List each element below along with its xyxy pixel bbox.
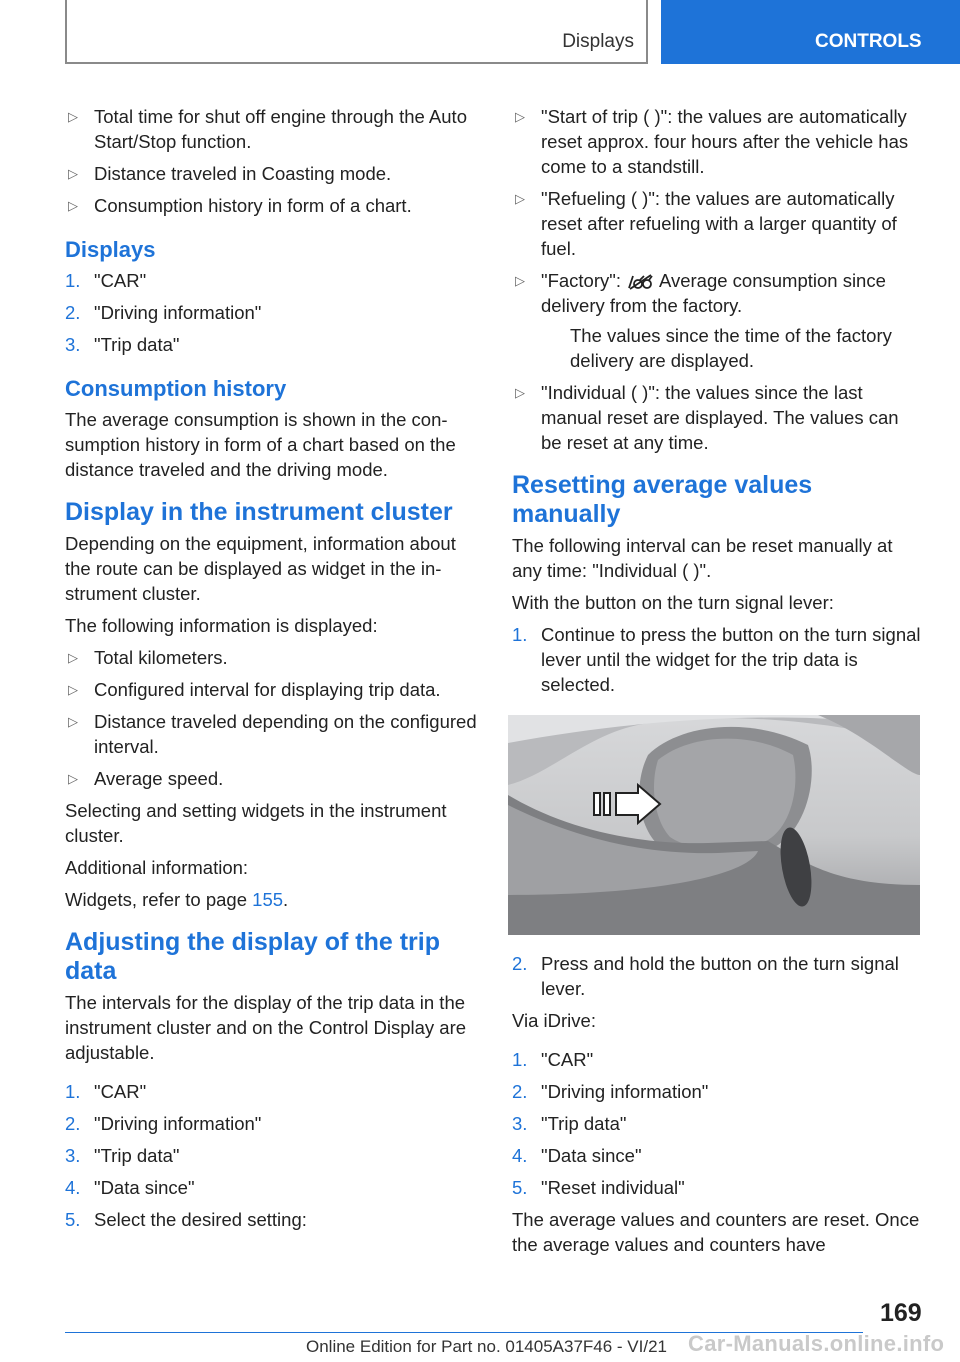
widgets-reference: Widgets, refer to page 155. bbox=[65, 889, 289, 910]
lever-drawing bbox=[508, 715, 920, 935]
resetting-body: The following interval can be reset manually at any time: "Individual ( )". bbox=[512, 535, 893, 581]
list-item: ▷ Distance traveled depending on the configured interval. bbox=[68, 711, 477, 757]
idrive-label: Via iDrive: bbox=[512, 1010, 596, 1031]
triangle-bullet-icon: ▷ bbox=[68, 714, 78, 729]
triangle-bullet-icon: ▷ bbox=[68, 166, 78, 181]
consumption-history-heading: Consumption history bbox=[65, 376, 287, 401]
list-item: 2. Press and hold the button on the turn signal lever. bbox=[512, 953, 899, 999]
factory-icon bbox=[627, 271, 653, 291]
displays-heading: Displays bbox=[65, 237, 156, 262]
list-item: ▷ Average speed. bbox=[68, 768, 224, 789]
list-item: 1. Continue to press the button on the turn signal lever until the widget for the trip data is selected. bbox=[512, 624, 921, 695]
list-item: ▷ Configured interval for displaying trip data. bbox=[68, 679, 441, 700]
list-item: 1. "CAR" bbox=[65, 270, 147, 291]
closing-paragraph: The average values and counters are reset. Once the average values and counters have bbox=[512, 1209, 920, 1255]
list-item: 2. "Driving information" bbox=[512, 1081, 709, 1102]
list-item: ▷ "Individual ( )": the values since the last manual reset are displayed. The values can be reset at any time. bbox=[515, 382, 899, 453]
widgets-paragraph: Selecting and setting widgets in the instrument cluster. bbox=[65, 800, 447, 846]
additional-info-label: Additional information: bbox=[65, 857, 249, 878]
instrument-cluster-bullets bbox=[65, 645, 480, 791]
list-item: 4. "Data since" bbox=[65, 1177, 195, 1198]
triangle-bullet-icon: ▷ bbox=[515, 191, 525, 206]
list-item: ▷ Total kilometers. bbox=[68, 647, 228, 668]
list-item: 1. "CAR" bbox=[512, 1049, 594, 1070]
resetting-lead: With the button on the turn signal lever: bbox=[512, 592, 834, 613]
adjusting-steps bbox=[65, 1079, 480, 1232]
list-item: 1. "CAR" bbox=[65, 1081, 147, 1102]
header-section-title: Displays bbox=[562, 31, 634, 52]
idrive-steps bbox=[512, 1047, 924, 1200]
factory-sub-paragraph: The values since the time of the factory delivery are displayed. bbox=[570, 325, 892, 371]
list-item: ▷ Consumption history in form of a chart. bbox=[68, 195, 412, 216]
header-chapter-tab[interactable]: CONTROLS bbox=[661, 0, 960, 64]
instrument-cluster-body: Depending on the equipment, information about the route can be displayed as widget in the instrument cluster. bbox=[65, 533, 456, 604]
triangle-bullet-icon: ▷ bbox=[515, 273, 525, 288]
consumption-history-body: The average consumption is shown in the consumption history in form of a chart based on the distance traveled and the driving mode. bbox=[65, 409, 456, 480]
header-section-box bbox=[65, 0, 648, 64]
left-column bbox=[65, 104, 480, 1239]
list-item: 2. "Driving information" bbox=[65, 1113, 262, 1134]
triangle-bullet-icon: ▷ bbox=[515, 109, 525, 124]
triangle-bullet-icon: ▷ bbox=[68, 650, 78, 665]
adjusting-display-body: The intervals for the display of the trip data in the instrument cluster and on the Control Display are adjustable. bbox=[65, 992, 467, 1063]
resetting-heading: Resetting average values manually bbox=[512, 471, 813, 528]
list-item: 5. "Reset individual" bbox=[512, 1177, 685, 1198]
triangle-bullet-icon: ▷ bbox=[68, 682, 78, 697]
triangle-bullet-icon: ▷ bbox=[515, 385, 525, 400]
displays-steps bbox=[65, 268, 480, 357]
intro-bullet-list bbox=[65, 104, 480, 218]
page-number: 169 bbox=[880, 1299, 922, 1327]
list-item: ▷ "Factory": Average consumption since delivery from the factory. bbox=[515, 270, 886, 316]
list-item: 3. "Trip data" bbox=[512, 1113, 627, 1134]
instrument-cluster-heading: Display in the instrument cluster bbox=[65, 498, 453, 526]
footer-edition: Online Edition for Part no. 01405A37F46 - VI/21 bbox=[306, 1337, 668, 1356]
right-column bbox=[512, 104, 924, 1264]
turn-signal-lever-illustration bbox=[508, 715, 920, 935]
list-item: ▷ "Start of trip ( )": the values are automatically reset approx. four hours after the vehicle has come to a standstill. bbox=[515, 106, 909, 177]
list-item: 3. "Trip data" bbox=[65, 1145, 180, 1166]
watermark: Car-Manuals.online.info bbox=[688, 1331, 945, 1356]
list-item: ▷ Distance traveled in Coasting mode. bbox=[68, 163, 392, 184]
list-item: 5. Select the desired setting: bbox=[65, 1209, 307, 1230]
list-item: 4. "Data since" bbox=[512, 1145, 642, 1166]
interval-options-list bbox=[512, 104, 924, 455]
list-item: 3. "Trip data" bbox=[65, 334, 180, 355]
list-item: 2. "Driving information" bbox=[65, 302, 262, 323]
page-reference-link[interactable]: 155 bbox=[252, 889, 284, 910]
instrument-cluster-lead: The following information is displayed: bbox=[65, 615, 378, 636]
triangle-bullet-icon: ▷ bbox=[68, 198, 78, 213]
list-item: ▷ "Refueling ( )": the values are automatically reset after refueling with a larger quantity of fuel. bbox=[515, 188, 897, 259]
triangle-bullet-icon: ▷ bbox=[68, 109, 78, 124]
list-item: ▷ Total time for shut off engine through the Auto Start/Stop function. bbox=[68, 106, 467, 152]
adjusting-display-heading: Adjusting the display of the trip data bbox=[65, 928, 440, 985]
triangle-bullet-icon: ▷ bbox=[68, 771, 78, 786]
